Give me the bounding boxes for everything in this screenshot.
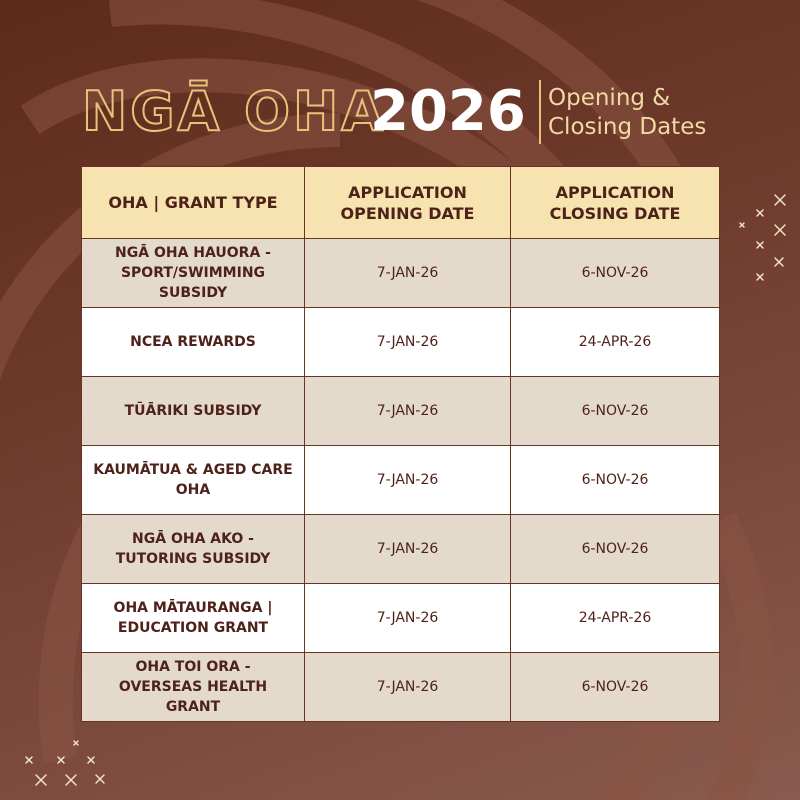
sparkle-cross-icon xyxy=(740,223,744,227)
grant-type-cell: TŪĀRIKI SUBSIDY xyxy=(82,377,305,446)
opening-date-cell: 7-JAN-26 xyxy=(305,308,511,377)
sparkle-cross-icon xyxy=(36,775,46,785)
table-header-row xyxy=(82,167,720,239)
sparkle-cross-icon xyxy=(88,757,94,763)
opening-date-cell: 7-JAN-26 xyxy=(305,584,511,653)
column-header-opening-date: APPLICATION OPENING DATE xyxy=(305,167,511,239)
sparkle-cross-icon xyxy=(66,775,76,785)
closing-date-cell: 6-NOV-26 xyxy=(511,515,720,584)
opening-date-cell: 7-JAN-26 xyxy=(305,239,511,308)
column-header-closing-date: APPLICATION CLOSING DATE xyxy=(511,167,720,239)
closing-date-cell: 6-NOV-26 xyxy=(511,377,720,446)
grant-dates-table xyxy=(81,166,720,722)
header-divider xyxy=(539,80,541,144)
sparkle-cluster-bottom-left xyxy=(20,735,110,795)
table-row xyxy=(82,653,720,722)
closing-date-cell: 24-APR-26 xyxy=(511,308,720,377)
sparkle-cross-icon xyxy=(775,195,785,205)
sparkle-cross-icon xyxy=(74,741,78,745)
grant-type-cell: NCEA REWARDS xyxy=(82,308,305,377)
column-header-grant-type: OHA | GRANT TYPE xyxy=(82,167,305,239)
title-year: 2026 xyxy=(370,79,526,144)
opening-date-cell: 7-JAN-26 xyxy=(305,377,511,446)
table-row xyxy=(82,515,720,584)
grant-type-cell: NGĀ OHA AKO - TUTORING SUBSIDY xyxy=(82,515,305,584)
subtitle-line-1: Opening & xyxy=(548,85,671,111)
opening-date-cell: 7-JAN-26 xyxy=(305,653,511,722)
title-prefix: NGĀ OHA xyxy=(82,80,386,143)
table-row xyxy=(82,377,720,446)
grant-type-cell: NGĀ OHA HAUORA - SPORT/SWIMMING SUBSIDY xyxy=(82,239,305,308)
subtitle xyxy=(548,84,706,142)
page-header xyxy=(82,72,722,152)
table-row xyxy=(82,584,720,653)
table-row xyxy=(82,308,720,377)
sparkle-cross-icon xyxy=(96,775,104,783)
grant-type-cell: OHA TOI ORA - OVERSEAS HEALTH GRANT xyxy=(82,653,305,722)
table-row xyxy=(82,446,720,515)
sparkle-cross-icon xyxy=(757,274,763,280)
sparkle-cross-icon xyxy=(775,258,783,266)
closing-date-cell: 6-NOV-26 xyxy=(511,653,720,722)
closing-date-cell: 6-NOV-26 xyxy=(511,446,720,515)
sparkle-cross-icon xyxy=(757,210,763,216)
table-row xyxy=(82,239,720,308)
sparkle-cross-icon xyxy=(26,757,32,763)
sparkle-cross-icon xyxy=(58,757,64,763)
sparkle-cross-icon xyxy=(757,242,763,248)
grant-type-cell: KAUMĀTUA & AGED CARE OHA xyxy=(82,446,305,515)
subtitle-line-2: Closing Dates xyxy=(548,114,707,140)
grant-type-cell: OHA MĀTAURANGA | EDUCATION GRANT xyxy=(82,584,305,653)
sparkle-cross-icon xyxy=(775,225,785,235)
opening-date-cell: 7-JAN-26 xyxy=(305,515,511,584)
closing-date-cell: 6-NOV-26 xyxy=(511,239,720,308)
opening-date-cell: 7-JAN-26 xyxy=(305,446,511,515)
sparkle-cluster-right xyxy=(735,190,795,285)
closing-date-cell: 24-APR-26 xyxy=(511,584,720,653)
